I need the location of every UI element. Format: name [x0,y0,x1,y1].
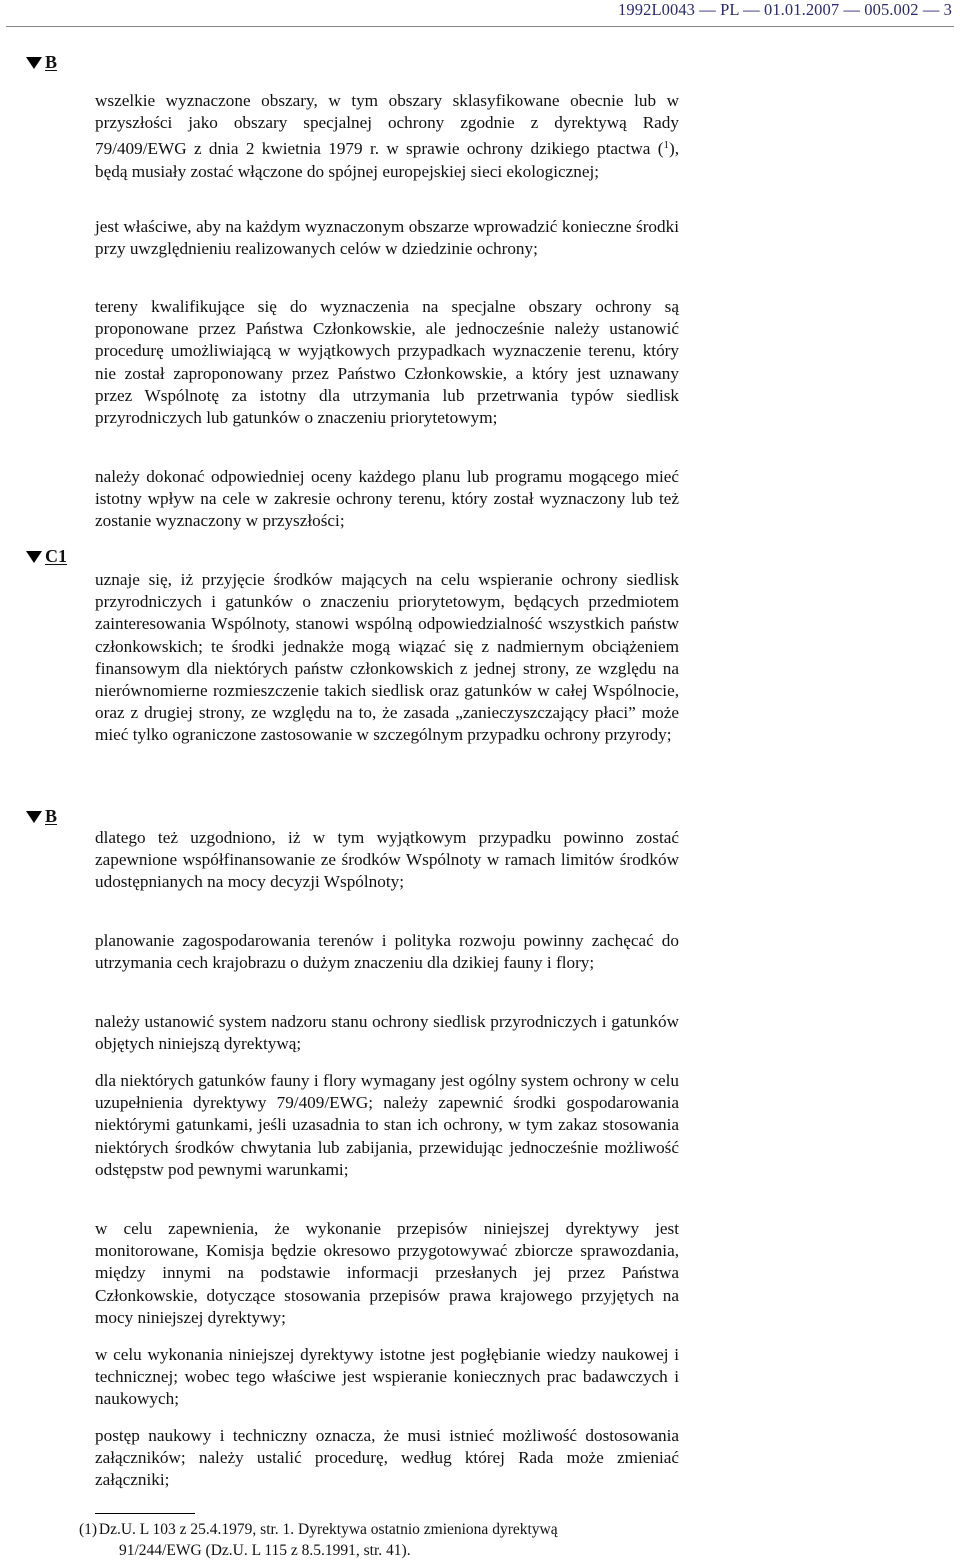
footnote-line: 91/244/EWG (Dz.U. L 115 z 8.5.1991, str. 41). [119,1541,411,1559]
recital-text: wszelkie wyznaczone obszary, w tym obszary sklasyfikowane obecnie lub w przyszłości jako obszary specjalnej ochrony zgodnie z dyrektywą Rady 79/409/EWG z dnia 2 kwietnia 1979 r. w sprawie ochrony dzikiego ptactwa ( [95,91,679,159]
recital-paragraph: dla niektórych gatunków fauny i flory wymagany jest ogólny system ochrony w celu uzupełnienia dyrektywy 79/409/EWG; należy zapewnić środki gospodarowania niektórymi gatunkami, jeśli uzasadnia to stan ich ochrony, w tym zakaz stosowania niektórych środków chwytania lub zabijania, przewidując jednocześnie możliwość odstępstw pod pewnymi warunkami; [95,1071,679,1179]
recital-paragraph: należy ustanowić system nadzoru stanu ochrony siedlisk przyrodniczych i gatunków objętych niniejszą dyrektywą; [95,1012,679,1054]
footnote [79,1520,679,1561]
recital-paragraph: planowanie zagospodarowania terenów i polityka rozwoju powinny zachęcać do utrzymania cech krajobrazu o dużym znaczeniu dla dzikiej fauny i flory; [95,931,679,973]
recital-paragraph: postęp naukowy i techniczny oznacza, że musi istnieć możliwość dostosowania załączników; należy ustalić procedurę, według której Rada może zmieniać załączniki; [95,1426,679,1490]
marker-code: C1 [45,546,67,566]
recital-paragraph: należy dokonać odpowiedniej oceny każdego planu lub programu mogącego mieć istotny wpływ na cele w zakresie ochrony terenu, który został wyznaczony lub też zostanie wyznaczony w przyszłości; [95,467,679,531]
recital-paragraph: jest właściwe, aby na każdym wyznaczonym obszarze wprowadzić konieczne środki przy uwzględnieniu realizowanych celów w dziedzinie ochrony; [95,217,679,259]
triangle-down-icon [26,811,42,823]
amendment-marker-b[interactable] [26,52,57,73]
recital-paragraph: w celu zapewnienia, że wykonanie przepisów niniejszej dyrektywy jest monitorowane, Komisja będzie okresowo przygotowywać zbiorcze sprawozdania, między innymi na podstawie informacji przesłanych jej przez Państwa Członkowskie, dotyczące stosowania przepisów prawa krajowego przyjętych na mocy niniejszej dyrektywy; [95,1219,679,1327]
recital-text: ), będą musiały zostać włączone do spójnej europejskiej sieci ekologicznej; [95,139,679,181]
triangle-down-icon [26,57,42,69]
recital-paragraph: uznaje się, iż przyjęcie środków mających na celu wspieranie ochrony siedlisk przyrodniczych i gatunków o znaczeniu priorytetowym, będących przedmiotem zainteresowania Wspólnoty, stanowi wspólną odpowiedzialność wszystkich państw członkowskich; te środki jednakże mogą wiązać się z nadmiernym obciążeniem finansowym dla niektórych państw członkowskich z jednej strony, ze względu na nierównomierne rozmieszczenie takich siedlisk oraz gatunków w całej Wspólnocie, oraz z drugiej strony, ze względu na to, że zasada „zanieczyszczający płaci” może mieć tylko ograniczone zastosowanie w szczególnym przypadku ochrony przyrody; [95,570,679,745]
recital-paragraph [95,90,679,183]
amendment-marker-c1[interactable] [26,546,67,567]
footnote-mark: (1) [79,1521,98,1538]
footnote-reference[interactable]: 1 [663,139,669,152]
footnote-line: Dz.U. L 103 z 25.4.1979, str. 1. Dyrektywa ostatnio zmieniona dyrektywą [98,1521,558,1538]
amendment-marker-b[interactable] [26,806,57,827]
recital-paragraph: tereny kwalifikujące się do wyznaczenia na specjalne obszary ochrony są proponowane przez Państwa Członkowskie, ale jednocześnie należy ustanowić procedurę umożliwiającą w wyjątkowych przypadkach wyznaczenie terenu, który nie został zaproponowany przez Państwo Członkowskie, a który jest uznawany przez Wspólnotę za istotny dla utrzymania lub przetrwania typów siedlisk przyrodniczych lub gatunków o znaczeniu priorytetowym; [95,297,679,428]
recital-paragraph: dlatego też uzgodniono, iż w tym wyjątkowym przypadku powinno zostać zapewnione współfinansowanie ze środków Wspólnoty w ramach limitów środków udostępnianych na mocy decyzji Wspólnoty; [95,828,679,892]
footnote-divider [95,1513,195,1514]
triangle-down-icon [26,551,42,563]
marker-code: B [45,52,58,72]
recital-paragraph: w celu wykonania niniejszej dyrektywy istotne jest pogłębianie wiedzy naukowej i technicznej; wobec tego właściwe jest wspieranie koniecznych prac badawczych i naukowych; [95,1345,679,1409]
marker-code: B [45,806,58,826]
document-reference-header: 1992L0043 — PL — 01.01.2007 — 005.002 — 3 [618,0,952,19]
header-divider [6,26,954,27]
